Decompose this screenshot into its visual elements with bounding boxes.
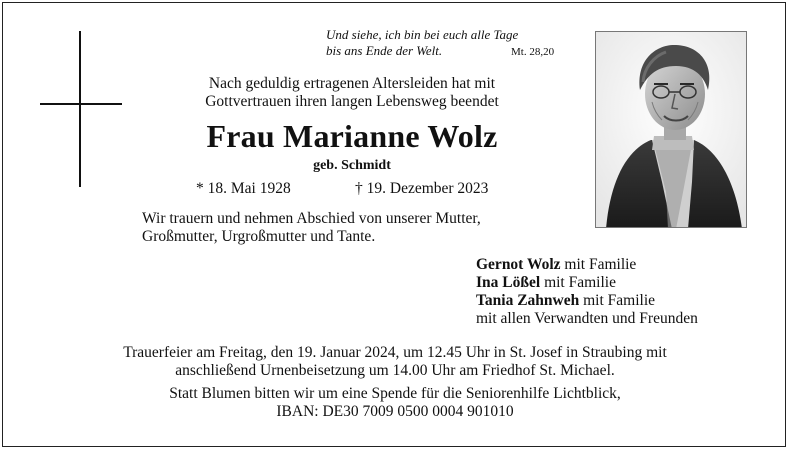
donation-iban: IBAN: DE30 7009 0500 0004 901010 — [276, 403, 514, 420]
mourners-list — [476, 256, 776, 328]
mourner-name: Ina Lößel — [476, 274, 541, 291]
bible-quote — [326, 27, 566, 59]
ceremony-line-2: anschließend Urnenbeisetzung um 14.00 Uhr am Friedhof St. Michael. — [175, 362, 615, 379]
ceremony-line-1: Trauerfeier am Freitag, den 19. Januar 2024, um 12.45 Uhr in St. Josef in Straubing mit — [123, 344, 667, 361]
donation-text — [20, 385, 770, 421]
quote-reference: Mt. 28,20 — [511, 46, 555, 58]
mourner-3 — [476, 292, 776, 310]
intro-line-1: Nach geduldig ertragenen Altersleiden hat mit — [208, 75, 496, 92]
mourner-suffix: mit allen Verwandten und Freunden — [476, 310, 698, 327]
mourner-4 — [476, 310, 776, 328]
mourning-text — [142, 210, 582, 246]
mourner-name: Gernot Wolz — [476, 256, 561, 273]
ceremony-text — [20, 344, 770, 380]
birth-date: * 18. Mai 1928 — [196, 180, 291, 197]
quote-line-1: Und siehe, ich bin bei euch alle Tage — [326, 27, 519, 42]
mourning-line-2: Großmutter, Urgroßmutter und Tante. — [142, 228, 376, 245]
quote-line-2: bis ans Ende der Welt. — [326, 43, 443, 58]
mourner-suffix: mit Familie — [540, 274, 616, 291]
intro-line-2: Gottvertrauen ihren langen Lebensweg beendet — [205, 93, 499, 110]
death-date: † 19. Dezember 2023 — [355, 180, 489, 197]
intro-text — [150, 75, 554, 111]
portrait-photo — [595, 31, 747, 228]
mourner-suffix: mit Familie — [560, 256, 637, 273]
mourner-name: Tania Zahnweh — [476, 292, 580, 309]
cross-icon — [79, 31, 81, 187]
donation-line-1: Statt Blumen bitten wir um eine Spende für die Seniorenhilfe Lichtblick, — [169, 385, 621, 402]
deceased-name: Frau Marianne Wolz — [206, 118, 498, 154]
birth-name: geb. Schmidt — [313, 158, 391, 173]
mourning-line-1: Wir trauern und nehmen Abschied von unserer Mutter, — [142, 210, 481, 227]
cross-icon-crossbar — [40, 103, 122, 105]
mourner-suffix: mit Familie — [579, 292, 656, 309]
mourner-2 — [476, 274, 776, 292]
portrait-image — [596, 32, 747, 228]
mourner-1 — [476, 256, 776, 274]
